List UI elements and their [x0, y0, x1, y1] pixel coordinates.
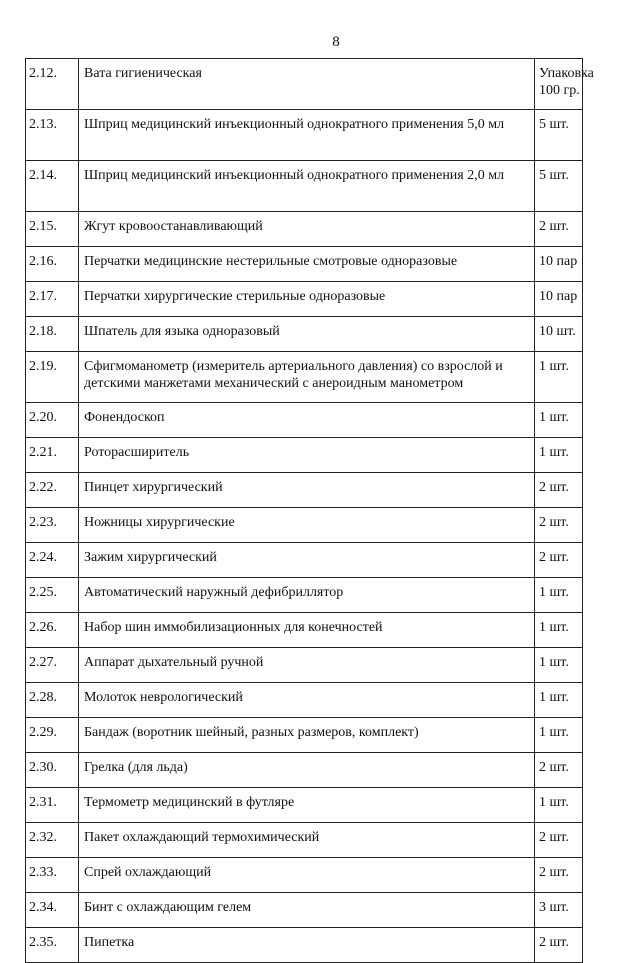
table-row: [26, 753, 583, 788]
item-quantity: 2 шт.: [535, 212, 583, 247]
item-quantity: 2 шт.: [535, 823, 583, 858]
table-row: [26, 613, 583, 648]
item-name: Шприц медицинский инъекционный однократного применения 2,0 мл: [79, 161, 535, 212]
item-name: Автоматический наружный дефибриллятор: [79, 578, 535, 613]
item-number: 2.17.: [26, 282, 79, 317]
item-number: 2.32.: [26, 823, 79, 858]
table-row: [26, 823, 583, 858]
table-row: [26, 788, 583, 823]
item-number: 2.34.: [26, 893, 79, 928]
item-number: 2.27.: [26, 648, 79, 683]
item-number: 2.28.: [26, 683, 79, 718]
item-number: 2.25.: [26, 578, 79, 613]
item-quantity: 2 шт.: [535, 473, 583, 508]
item-quantity: 1 шт.: [535, 438, 583, 473]
item-name: Шпатель для языка одноразовый: [79, 317, 535, 352]
item-name: Бинт с охлаждающим гелем: [79, 893, 535, 928]
item-number: 2.23.: [26, 508, 79, 543]
item-quantity: 1 шт.: [535, 613, 583, 648]
item-quantity: 3 шт.: [535, 893, 583, 928]
item-name: Грелка (для льда): [79, 753, 535, 788]
item-quantity: 2 шт.: [535, 858, 583, 893]
item-quantity: 1 шт.: [535, 648, 583, 683]
item-quantity: 10 пар: [535, 247, 583, 282]
table-row: [26, 352, 583, 403]
table-row: [26, 161, 583, 212]
item-quantity: Упаковка 100 гр.: [535, 59, 583, 110]
item-number: 2.31.: [26, 788, 79, 823]
table-row: [26, 59, 583, 110]
table-row: [26, 110, 583, 161]
table-row: [26, 508, 583, 543]
item-number: 2.22.: [26, 473, 79, 508]
item-name: Аппарат дыхательный ручной: [79, 648, 535, 683]
item-quantity: 2 шт.: [535, 508, 583, 543]
item-number: 2.18.: [26, 317, 79, 352]
item-number: 2.24.: [26, 543, 79, 578]
item-name: Термометр медицинский в футляре: [79, 788, 535, 823]
item-quantity: 1 шт.: [535, 352, 583, 403]
item-quantity: 2 шт.: [535, 543, 583, 578]
item-quantity: 10 пар: [535, 282, 583, 317]
item-quantity: 5 шт.: [535, 161, 583, 212]
item-quantity: 1 шт.: [535, 578, 583, 613]
table-row: [26, 317, 583, 352]
item-name: Вата гигиеническая: [79, 59, 535, 110]
equipment-table: [25, 58, 594, 963]
item-name: Ножницы хирургические: [79, 508, 535, 543]
item-number: 2.35.: [26, 928, 79, 963]
table-row: [26, 683, 583, 718]
item-quantity: 1 шт.: [535, 788, 583, 823]
item-name: Молоток неврологический: [79, 683, 535, 718]
item-name: Пинцет хирургический: [79, 473, 535, 508]
item-name: Роторасширитель: [79, 438, 535, 473]
item-number: 2.21.: [26, 438, 79, 473]
table-row: [26, 578, 583, 613]
table-row: [26, 718, 583, 753]
item-number: 2.33.: [26, 858, 79, 893]
item-number: 2.12.: [26, 59, 79, 110]
item-quantity: 1 шт.: [535, 403, 583, 438]
table-row: [26, 403, 583, 438]
table-row: [26, 473, 583, 508]
table-row: [26, 438, 583, 473]
item-number: 2.29.: [26, 718, 79, 753]
table-row: [26, 648, 583, 683]
item-name: Шприц медицинский инъекционный однократного применения 5,0 мл: [79, 110, 535, 161]
item-name: Сфигмоманометр (измеритель артериального давления) со взрослой и детскими манжетами механический с анероидным манометром: [79, 352, 535, 403]
item-name: Пипетка: [79, 928, 535, 963]
item-number: 2.13.: [26, 110, 79, 161]
page-number: 8: [332, 34, 340, 50]
item-number: 2.14.: [26, 161, 79, 212]
item-name: Пакет охлаждающий термохимический: [79, 823, 535, 858]
item-number: 2.30.: [26, 753, 79, 788]
item-quantity: 2 шт.: [535, 753, 583, 788]
item-name: Перчатки медицинские нестерильные смотровые одноразовые: [79, 247, 535, 282]
item-name: Бандаж (воротник шейный, разных размеров, комплект): [79, 718, 535, 753]
table-row: [26, 893, 583, 928]
item-name: Фонендоскоп: [79, 403, 535, 438]
item-name: Зажим хирургический: [79, 543, 535, 578]
item-name: Жгут кровоостанавливающий: [79, 212, 535, 247]
item-quantity: 1 шт.: [535, 683, 583, 718]
item-name: Спрей охлаждающий: [79, 858, 535, 893]
item-name: Перчатки хирургические стерильные одноразовые: [79, 282, 535, 317]
table-row: [26, 212, 583, 247]
item-number: 2.15.: [26, 212, 79, 247]
item-number: 2.20.: [26, 403, 79, 438]
item-quantity: 10 шт.: [535, 317, 583, 352]
table-row: [26, 543, 583, 578]
item-number: 2.26.: [26, 613, 79, 648]
table-row: [26, 928, 583, 963]
item-number: 2.19.: [26, 352, 79, 403]
item-number: 2.16.: [26, 247, 79, 282]
item-quantity: 2 шт.: [535, 928, 583, 963]
item-name: Набор шин иммобилизационных для конечностей: [79, 613, 535, 648]
item-quantity: 5 шт.: [535, 110, 583, 161]
item-quantity: 1 шт.: [535, 718, 583, 753]
table-row: [26, 247, 583, 282]
table-row: [26, 282, 583, 317]
table-row: [26, 858, 583, 893]
